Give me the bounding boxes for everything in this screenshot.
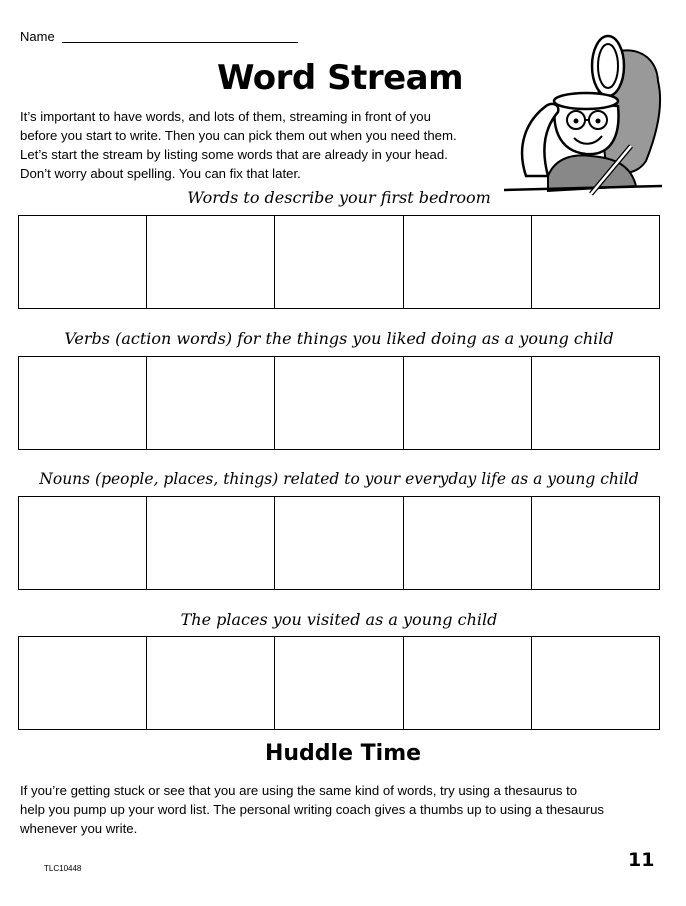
- name-field-line[interactable]: [62, 42, 298, 43]
- answer-box[interactable]: [532, 216, 659, 308]
- section-label-bedroom: Words to describe your first bedroom: [187, 188, 491, 207]
- page-title: Word Stream: [216, 58, 464, 98]
- answer-box[interactable]: [532, 497, 659, 589]
- huddle-line: If you’re getting stuck or see that you are using the same kind of words, try using a thesaurus to: [20, 783, 578, 798]
- answer-box[interactable]: [404, 497, 532, 589]
- answer-grid-verbs: [18, 356, 660, 450]
- answer-box[interactable]: [147, 357, 275, 449]
- answer-box[interactable]: [532, 637, 659, 729]
- page-number: 11: [628, 849, 655, 871]
- answer-grid-nouns: [18, 496, 660, 590]
- answer-box[interactable]: [147, 497, 275, 589]
- answer-box[interactable]: [147, 637, 275, 729]
- name-label: Name: [20, 29, 55, 44]
- answer-box[interactable]: [275, 497, 403, 589]
- answer-box[interactable]: [275, 216, 403, 308]
- huddle-paragraph: [20, 781, 660, 838]
- answer-box[interactable]: [404, 357, 532, 449]
- answer-box[interactable]: [19, 216, 147, 308]
- intro-line: Don’t worry about spelling. You can fix that later.: [20, 166, 301, 181]
- answer-box[interactable]: [19, 357, 147, 449]
- answer-box[interactable]: [147, 216, 275, 308]
- answer-box[interactable]: [404, 637, 532, 729]
- answer-box[interactable]: [275, 357, 403, 449]
- product-code: TLC10448: [44, 864, 82, 873]
- answer-grid-bedroom: [18, 215, 660, 309]
- answer-box[interactable]: [532, 357, 659, 449]
- section-label-verbs: Verbs (action words) for the things you liked doing as a young child: [64, 329, 614, 348]
- answer-box[interactable]: [19, 637, 147, 729]
- intro-line: It’s important to have words, and lots of them, streaming in front of you: [20, 109, 431, 124]
- intro-line: Let’s start the stream by listing some words that are already in your head.: [20, 147, 448, 162]
- section-label-places: The places you visited as a young child: [180, 610, 498, 629]
- answer-box[interactable]: [19, 497, 147, 589]
- huddle-line: whenever you write.: [20, 821, 138, 836]
- cartoon-kid-illustration: [496, 26, 666, 196]
- huddle-title: Huddle Time: [264, 741, 422, 766]
- huddle-line: help you pump up your word list. The personal writing coach gives a thumbs up to using a thesaurus: [20, 802, 604, 817]
- intro-line: before you start to write. Then you can pick them out when you need them.: [20, 128, 457, 143]
- answer-box[interactable]: [275, 637, 403, 729]
- answer-grid-places: [18, 636, 660, 730]
- intro-paragraph: [20, 107, 490, 183]
- section-label-nouns: Nouns (people, places, things) related to your everyday life as a young child: [39, 470, 639, 488]
- answer-box[interactable]: [404, 216, 532, 308]
